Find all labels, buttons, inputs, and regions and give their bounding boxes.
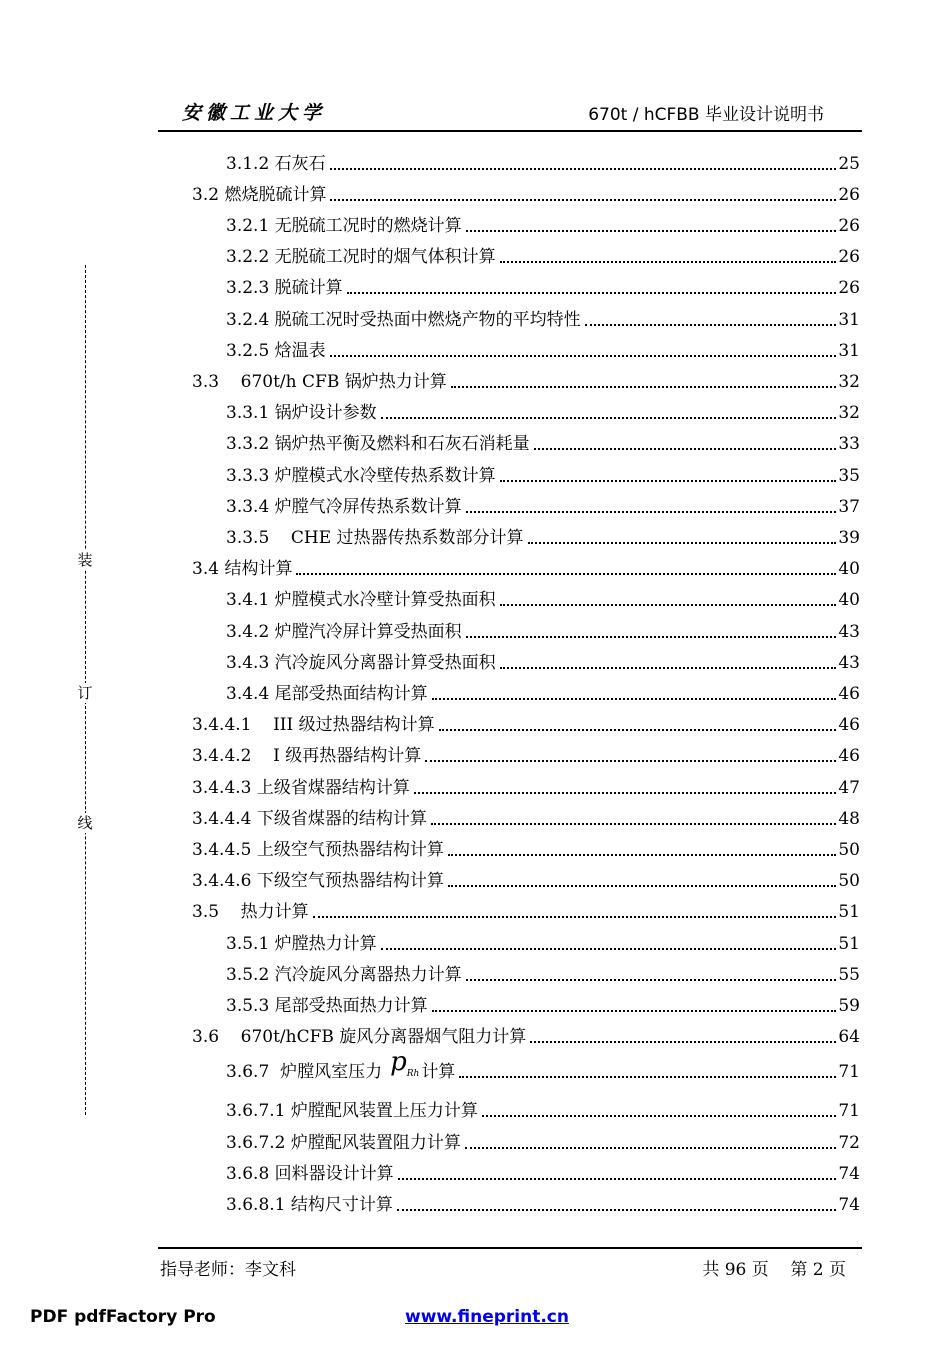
- toc-leader-dots: [398, 1178, 836, 1180]
- toc-number: 3.1.2: [226, 154, 275, 174]
- binding-char-ding: 订: [77, 684, 93, 702]
- toc-number: 3.6.7: [226, 1062, 281, 1082]
- toc-number: 3.4.1: [226, 590, 275, 610]
- toc-page-number: 71: [838, 1062, 860, 1082]
- toc-leader-dots: [448, 854, 836, 856]
- toc-page-number: 47: [838, 778, 860, 798]
- toc-entry[interactable]: [226, 339, 860, 363]
- toc-title: 炉膛模式水冷壁计算受热面积: [274, 590, 496, 610]
- toc-number: 3.4.2: [226, 622, 275, 642]
- toc-title: 汽冷旋风分离器计算受热面积: [274, 653, 496, 673]
- toc-page-number: 72: [838, 1133, 860, 1153]
- toc-entry[interactable]: [192, 1025, 860, 1049]
- toc-leader-dots: [381, 948, 836, 950]
- toc-page-number: 26: [838, 278, 860, 298]
- toc-page-number: 32: [838, 372, 860, 392]
- toc-title: 炉膛配风装置上压力计算: [290, 1101, 478, 1121]
- toc-entry[interactable]: [226, 276, 860, 300]
- toc-title: 锅炉热平衡及燃料和石灰石消耗量: [274, 434, 530, 454]
- toc-entry[interactable]: [226, 152, 860, 176]
- toc-title: 脱硫计算: [274, 278, 343, 298]
- toc-page-number: 37: [838, 497, 860, 517]
- toc-title: 脱硫工况时受热面中燃烧产物的平均特性: [274, 310, 581, 330]
- toc-page-number: 50: [838, 840, 860, 860]
- toc-entry[interactable]: [192, 183, 860, 207]
- toc-leader-dots: [459, 1076, 836, 1078]
- toc-leader-dots: [530, 1041, 836, 1043]
- toc-leader-dots: [425, 760, 836, 762]
- toc-title: 尾部受热面热力计算: [274, 996, 428, 1016]
- toc-title: 结构尺寸计算: [290, 1195, 393, 1215]
- toc-leader-dots: [466, 979, 836, 981]
- toc-entry[interactable]: [226, 682, 860, 706]
- toc-number: 3.6.8: [226, 1164, 275, 1184]
- toc-title-suffix: 计算: [421, 1062, 456, 1082]
- toc-entry[interactable]: [226, 1046, 860, 1084]
- pdf-factory-label: PDF pdfFactory Pro: [30, 1307, 216, 1327]
- toc-entry[interactable]: [192, 869, 860, 893]
- toc-page-number: 40: [838, 559, 860, 579]
- toc-title: 结构计算: [224, 559, 293, 579]
- toc-page-number: 74: [838, 1164, 860, 1184]
- toc-entry[interactable]: [226, 1099, 860, 1123]
- toc-entry[interactable]: [192, 370, 860, 394]
- toc-leader-dots: [381, 417, 836, 419]
- toc-title: 石灰石: [274, 154, 326, 174]
- toc-leader-dots: [466, 230, 836, 232]
- binding-char-zhuang: 装: [77, 551, 93, 569]
- toc-entry[interactable]: [226, 401, 860, 425]
- toc-leader-dots: [585, 324, 836, 326]
- toc-number: 3.3.1: [226, 403, 275, 423]
- formula-subscript: Rh: [406, 1069, 420, 1079]
- toc-number: 3.5.1: [226, 934, 275, 954]
- toc-entry[interactable]: [226, 464, 860, 488]
- toc-number: 3.4.4: [226, 684, 275, 704]
- toc-leader-dots: [414, 792, 836, 794]
- toc-leader-dots: [439, 729, 836, 731]
- toc-number: 3.5: [192, 902, 241, 922]
- toc-title: 下级省煤器的结构计算: [256, 809, 427, 829]
- toc-entry[interactable]: [226, 994, 860, 1018]
- toc-leader-dots: [431, 823, 836, 825]
- toc-page-number: 33: [838, 434, 860, 454]
- toc-page-number: 26: [838, 216, 860, 236]
- toc-number: 3.2: [192, 185, 225, 205]
- toc-title: CHE 过热器传热系数部分计算: [290, 528, 524, 548]
- toc-number: 3.3.5: [226, 528, 291, 548]
- toc-page-number: 55: [838, 965, 860, 985]
- toc-title: 热力计算: [240, 902, 309, 922]
- toc-entry[interactable]: [192, 838, 860, 862]
- toc-number: 3.6.7.2: [226, 1133, 291, 1153]
- toc-title: 炉膛配风装置阻力计算: [290, 1133, 461, 1153]
- toc-page-number: 43: [838, 622, 860, 642]
- toc-number: 3.2.4: [226, 310, 275, 330]
- toc-leader-dots: [528, 542, 836, 544]
- advisor-name: 指导老师：李文科: [160, 1260, 296, 1280]
- toc-entry[interactable]: [226, 1162, 860, 1186]
- toc-leader-dots: [432, 698, 836, 700]
- toc-page-number: 31: [838, 310, 860, 330]
- toc-title: 锅炉设计参数: [274, 403, 377, 423]
- toc-leader-dots: [466, 511, 836, 513]
- toc-title: 670t/hCFB 旋风分离器烟气阻力计算: [240, 1027, 527, 1047]
- toc-leader-dots: [313, 916, 836, 918]
- toc-leader-dots: [534, 448, 836, 450]
- toc-leader-dots: [451, 386, 836, 388]
- pressure-formula: [390, 1046, 420, 1086]
- toc-title: 670t/h CFB 锅炉热力计算: [240, 372, 447, 392]
- toc-number: 3.6.7.1: [226, 1101, 291, 1121]
- toc-number: 3.3.4: [226, 497, 275, 517]
- toc-title: III 级过热器结构计算: [273, 715, 435, 735]
- toc-number: 3.4.4.1: [192, 715, 274, 735]
- toc-page-number: 51: [838, 934, 860, 954]
- toc-leader-dots: [397, 1209, 836, 1211]
- university-name: 安徽工业大学: [182, 102, 327, 124]
- toc-page-number: 40: [838, 590, 860, 610]
- toc-entry[interactable]: [226, 620, 860, 644]
- toc-title: 炉膛汽冷屏计算受热面积: [274, 622, 462, 642]
- toc-number: 3.2.2: [226, 247, 275, 267]
- toc-entry[interactable]: [226, 308, 860, 332]
- toc-number: 3.2.1: [226, 216, 275, 236]
- toc-title: 焓温表: [274, 341, 326, 361]
- toc-page-number: 25: [838, 154, 860, 174]
- toc-title: 上级空气预热器结构计算: [256, 840, 444, 860]
- toc-title: I 级再热器结构计算: [273, 746, 422, 766]
- toc-number: 3.2.3: [226, 278, 275, 298]
- toc-entry[interactable]: [192, 900, 860, 924]
- toc-page-number: 35: [838, 466, 860, 486]
- toc-leader-dots: [296, 573, 836, 575]
- toc-number: 3.3.2: [226, 434, 275, 454]
- toc-number: 3.6.8.1: [226, 1195, 291, 1215]
- formula-symbol: p: [390, 1046, 407, 1077]
- toc-title: 炉膛热力计算: [274, 934, 377, 954]
- toc-number: 3.5.3: [226, 996, 275, 1016]
- toc-entry[interactable]: [226, 495, 860, 519]
- toc-page-number: 39: [838, 528, 860, 548]
- toc-page-number: 50: [838, 871, 860, 891]
- toc-page-number: 51: [838, 902, 860, 922]
- toc-page-number: 32: [838, 403, 860, 423]
- toc-leader-dots: [330, 199, 836, 201]
- page-footer: [158, 1247, 862, 1283]
- toc-entry[interactable]: [192, 713, 860, 737]
- toc-page-number: 59: [838, 996, 860, 1016]
- toc-entry[interactable]: [192, 557, 860, 581]
- toc-title: 汽冷旋风分离器热力计算: [274, 965, 462, 985]
- toc-entry[interactable]: [192, 776, 860, 800]
- toc-entry[interactable]: [226, 588, 860, 612]
- toc-page-number: 43: [838, 653, 860, 673]
- toc-leader-dots: [465, 1147, 836, 1149]
- toc-number: 3.3: [192, 372, 241, 392]
- toc-title: 上级省煤器结构计算: [256, 778, 410, 798]
- toc-entry[interactable]: [226, 963, 860, 987]
- toc-title: 下级空气预热器结构计算: [256, 871, 444, 891]
- toc-number: 3.4.4.2: [192, 746, 274, 766]
- toc-entry[interactable]: [192, 807, 860, 831]
- toc-leader-dots: [482, 1115, 836, 1117]
- toc-entry[interactable]: [226, 432, 860, 456]
- toc-title: 尾部受热面结构计算: [274, 684, 428, 704]
- toc-leader-dots: [500, 604, 836, 606]
- toc-leader-dots: [500, 261, 836, 263]
- toc-number: 3.3.3: [226, 466, 275, 486]
- document-title: 670t / hCFBB 毕业设计说明书: [588, 105, 824, 125]
- toc-title: 炉膛模式水冷壁传热系数计算: [274, 466, 496, 486]
- toc-page-number: 26: [838, 185, 860, 205]
- toc-number: 3.4: [192, 559, 225, 579]
- toc-entry[interactable]: [226, 651, 860, 675]
- toc-page-number: 46: [838, 684, 860, 704]
- toc-number: 3.4.4.6: [192, 871, 257, 891]
- toc-leader-dots: [347, 292, 836, 294]
- toc-entry[interactable]: [226, 1131, 860, 1155]
- toc-leader-dots: [330, 355, 836, 357]
- toc-page-number: 48: [838, 809, 860, 829]
- toc-entry[interactable]: [226, 214, 860, 238]
- toc-leader-dots: [500, 667, 836, 669]
- toc-title: 炉膛气冷屏传热系数计算: [274, 497, 462, 517]
- toc-page-number: 64: [838, 1027, 860, 1047]
- toc-leader-dots: [500, 480, 836, 482]
- toc-entry[interactable]: [226, 526, 860, 550]
- toc-leader-dots: [466, 636, 836, 638]
- toc-page-number: 74: [838, 1195, 860, 1215]
- toc-number: 3.4.4.4: [192, 809, 257, 829]
- toc-leader-dots: [330, 168, 836, 170]
- toc-page-number: 46: [838, 746, 860, 766]
- toc-page-number: 26: [838, 247, 860, 267]
- toc-entry[interactable]: [226, 245, 860, 269]
- toc-title: 炉膛风室压力: [280, 1062, 383, 1082]
- toc-leader-dots: [448, 885, 836, 887]
- toc-number: 3.6: [192, 1027, 241, 1047]
- toc-number: 3.2.5: [226, 341, 275, 361]
- toc-title: 无脱硫工况时的燃烧计算: [274, 216, 462, 236]
- toc-entry[interactable]: [192, 744, 860, 768]
- toc-number: 3.5.2: [226, 965, 275, 985]
- toc-title: 回料器设计计算: [274, 1164, 394, 1184]
- binding-char-xian: 线: [77, 814, 93, 832]
- toc-number: 3.4.4.5: [192, 840, 257, 860]
- fineprint-link[interactable]: www.fineprint.cn: [405, 1307, 569, 1327]
- page-count: 共 96 页 第 2 页: [702, 1260, 846, 1280]
- page-header: [158, 94, 862, 132]
- toc-page-number: 31: [838, 341, 860, 361]
- toc-number: 3.4.4.3: [192, 778, 257, 798]
- toc-title: 无脱硫工况时的烟气体积计算: [274, 247, 496, 267]
- toc-number: 3.4.3: [226, 653, 275, 673]
- toc-page-number: 46: [838, 715, 860, 735]
- toc-leader-dots: [432, 1010, 836, 1012]
- toc-page-number: 71: [838, 1101, 860, 1121]
- toc-entry[interactable]: [226, 1193, 860, 1217]
- toc-entry[interactable]: [226, 932, 860, 956]
- toc-title: 燃烧脱硫计算: [224, 185, 327, 205]
